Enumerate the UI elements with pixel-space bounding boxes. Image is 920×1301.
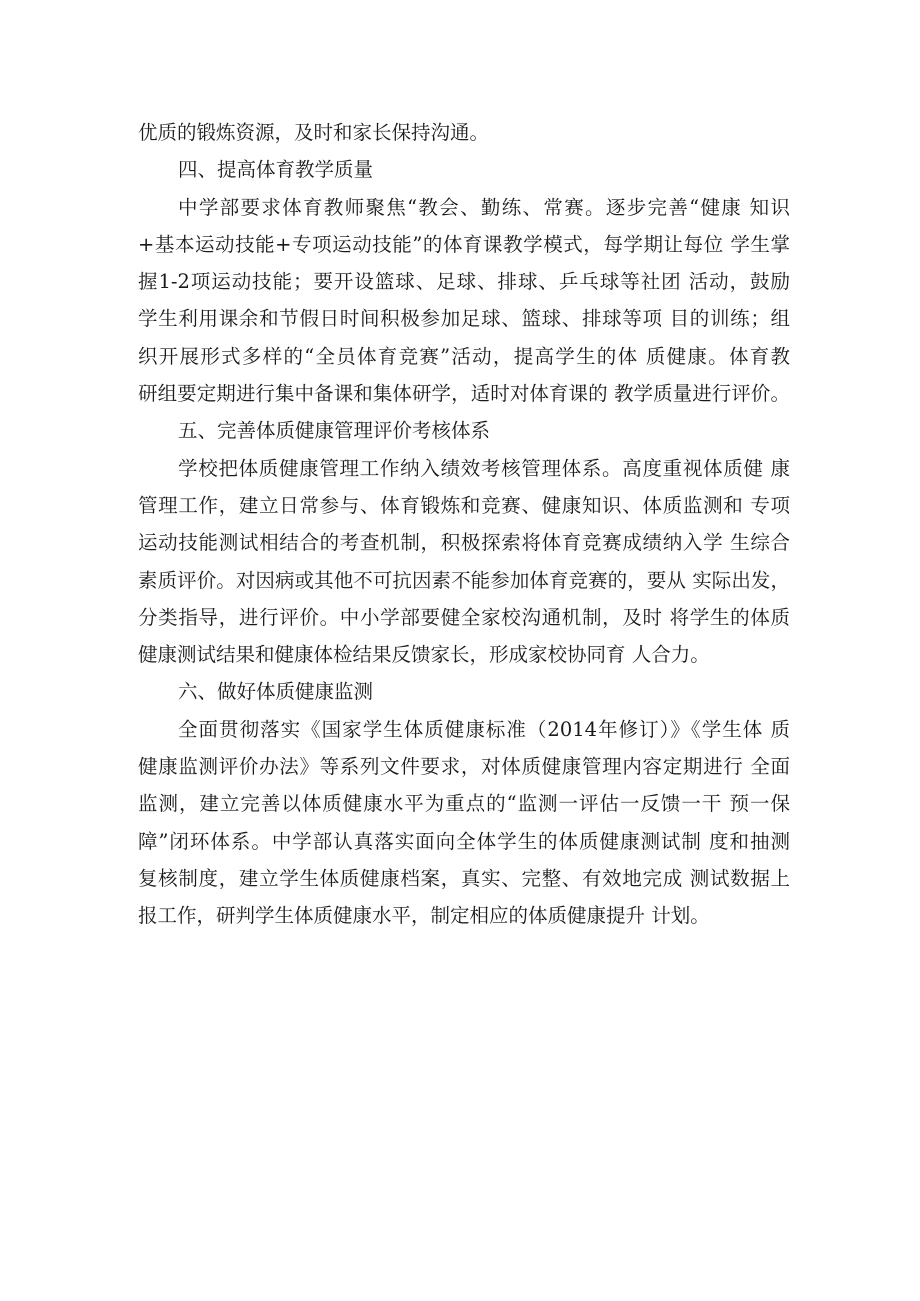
paragraph-line: 复核制度，建立学生体质健康档案，真实、完整、有效地完成 测试数据上 bbox=[138, 866, 790, 890]
paragraph-line: 全面贯彻落实《国家学生体质健康标准（2014年修订）》《学生体 质 bbox=[178, 717, 790, 741]
paragraph-line: 学校把体质健康管理工作纳入绩效考核管理体系。高度重视体质健 康 bbox=[178, 456, 790, 480]
paragraph-line: 中学部要求体育教师聚焦“教会、勤练、常赛。逐步完善“健康 知识 bbox=[178, 195, 790, 219]
paragraph-line: 素质评价。对因病或其他不可抗因素不能参加体育竞赛的，要从 实际出发， bbox=[138, 568, 790, 592]
paragraph-line: 分类指导，进行评价。中小学部要健全家校沟通机制，及时 将学生的体质 bbox=[138, 605, 790, 629]
paragraph-line: 织开展形式多样的“全员体育竞赛”活动，提高学生的体 质健康。体育教 bbox=[138, 344, 790, 368]
paragraph-line: 握1-2项运动技能；要开设篮球、足球、排球、乒乓球等社团 活动，鼓励 bbox=[138, 270, 790, 294]
section-heading-6: 六、做好体质健康监测 bbox=[178, 680, 374, 704]
paragraph-line: 研组要定期进行集中备课和集体研学，适时对体育课的 教学质量进行评价。 bbox=[138, 382, 790, 406]
paragraph-line: 管理工作，建立日常参与、体育锻炼和竞赛、健康知识、体质监测和 专项 bbox=[138, 493, 790, 517]
paragraph-line: 健康监测评价办法》等系列文件要求，对体质健康管理内容定期进行 全面 bbox=[138, 755, 790, 779]
document-page bbox=[138, 114, 790, 935]
paragraph-line: 监测，建立完善以体质健康水平为重点的“监测一评估一反馈一干 预一保 bbox=[138, 792, 790, 816]
intro-line: 优质的锻炼资源，及时和家长保持沟通。 bbox=[138, 121, 490, 144]
paragraph-line: 健康测试结果和健康体检结果反馈家长，形成家校协同育 人合力。 bbox=[138, 643, 710, 667]
paragraph-line: 运动技能测试相结合的考查机制，积极探索将体育竞赛成绩纳入学 生综合 bbox=[138, 531, 790, 555]
paragraph-line: 障”闭环体系。中学部认真落实面向全体学生的体质健康测试制 度和抽测 bbox=[138, 829, 790, 853]
paragraph-line: 学生利用课余和节假日时间积极参加足球、篮球、排球等项 目的训练；组 bbox=[138, 307, 790, 331]
paragraph-line: 报工作，研判学生体质健康水平，制定相应的体质健康提升 计划。 bbox=[138, 904, 710, 928]
section-heading-5: 五、完善体质健康管理评价考核体系 bbox=[178, 419, 491, 443]
section-heading-4: 四、提高体育教学质量 bbox=[178, 158, 374, 182]
paragraph-line: +基本运动技能+专项运动技能”的体育课教学模式，每学期让每位 学生掌 bbox=[138, 232, 790, 256]
